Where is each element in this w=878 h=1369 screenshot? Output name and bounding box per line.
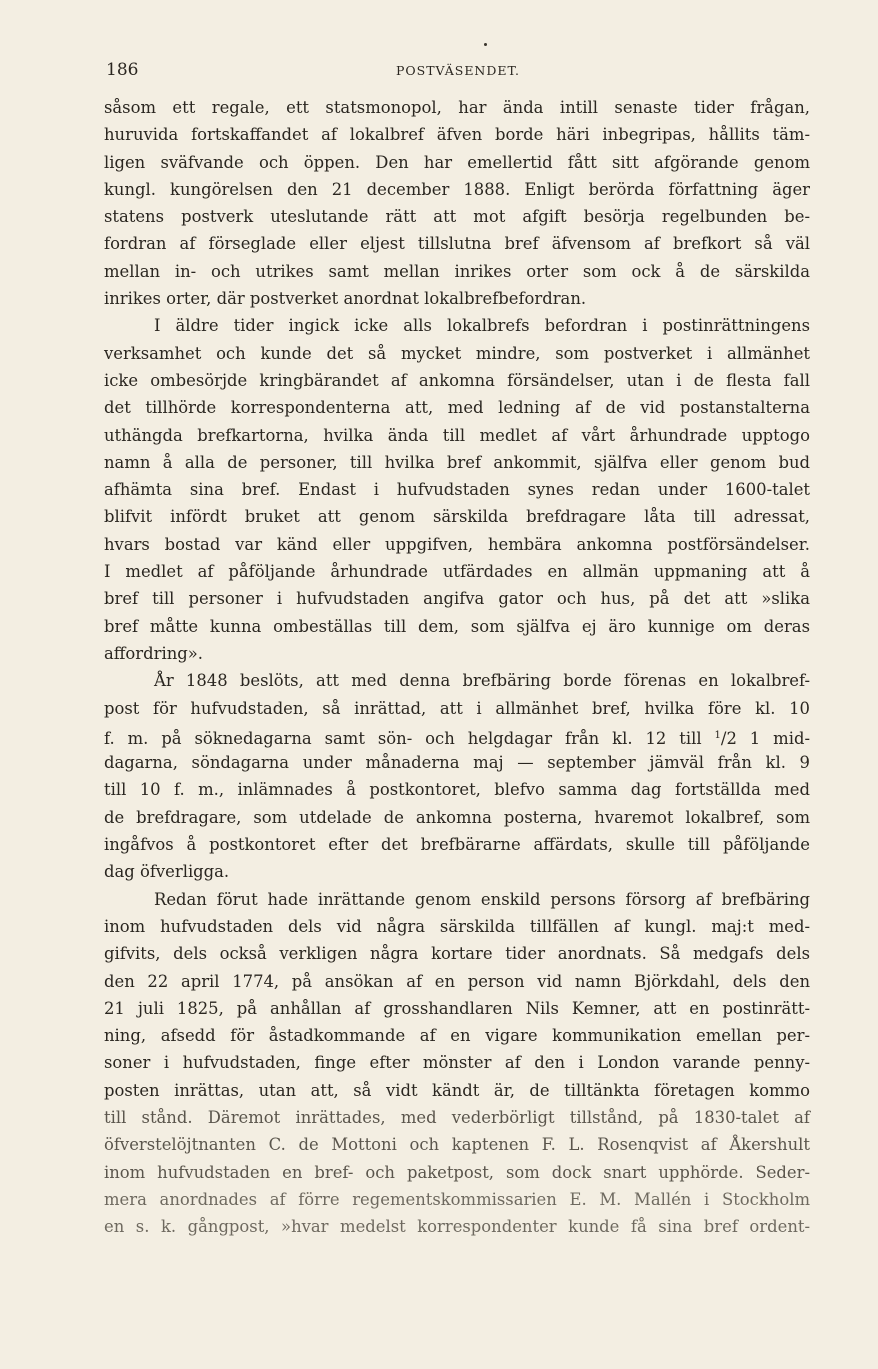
text-line: gifvits, dels också verkligen några kortare tider anordnats. Så medgafs dels bbox=[104, 944, 810, 964]
text-line: en s. k. gångpost, »hvar medelst korrespondenter kunde få sina bref ordent- bbox=[104, 1217, 810, 1237]
text-line: ingåfvos å postkontoret efter det brefbärarne affärdats, skulle till påföljande bbox=[104, 835, 810, 855]
text-line: År 1848 beslöts, att med denna brefbäring borde förenas en lokalbref- bbox=[154, 671, 810, 691]
text-line: ligen sväfvande och öppen. Den har emellertid fått sitt afgörande genom bbox=[104, 152, 810, 172]
text-line: icke ombesörjde kringbärandet af ankomna försändelser, utan i de flesta fall bbox=[104, 370, 810, 390]
fraction-numerator: 1 bbox=[714, 729, 721, 741]
print-dot bbox=[484, 43, 487, 46]
text-line: ning, afsedd för åstadkommande af en vigare kommunikation emellan per- bbox=[104, 1026, 810, 1046]
text-line-part: 1 mid- bbox=[736, 728, 810, 748]
text-line: soner i hufvudstaden, finge efter mönster af den i London varande penny- bbox=[104, 1053, 810, 1073]
text-line: bref till personer i hufvudstaden angifva gator och hus, på det att »slika bbox=[104, 589, 810, 609]
text-line: statens postverk uteslutande rätt att mot afgift besörja regelbunden be- bbox=[104, 207, 810, 227]
text-line: till stånd. Däremot inrättades, med vederbörligt tillstånd, på 1830-talet af bbox=[104, 1107, 810, 1127]
text-line: 21 juli 1825, på anhållan af grosshandlaren Nils Kemner, att en postinrätt- bbox=[104, 998, 810, 1018]
text-line: huruvida fortskaffandet af lokalbref äfven borde häri inbegripas, hållits täm- bbox=[104, 125, 810, 145]
text-line: I medlet af påföljande århundrade utfärdades en allmän uppmaning att å bbox=[104, 562, 810, 582]
text-line: posten inrättas, utan att, så vidt kändt är, de tilltänkta företagen kommo bbox=[104, 1080, 810, 1100]
text-line: mera anordnades af förre regementskommissarien E. M. Mallén i Stockholm bbox=[104, 1189, 810, 1209]
text-line: kungl. kungörelsen den 21 december 1888. Enligt berörda författning äger bbox=[104, 179, 810, 199]
text-line: inrikes orter, där postverket anordnat lokalbrefbefordran. bbox=[104, 289, 587, 309]
running-title: POSTVÄSENDET. bbox=[395, 63, 520, 78]
text-line: bref måtte kunna ombeställas till dem, som själfva ej äro kunnige om deras bbox=[104, 616, 810, 636]
text-line: Redan förut hade inrättande genom enskild persons försorg af brefbäring bbox=[154, 889, 810, 909]
text-line: post för hufvudstaden, så inrättad, att i allmänhet bref, hvilka före kl. 10 bbox=[104, 698, 810, 718]
text-line: fordran af förseglade eller eljest tillslutna bref äfvensom af brefkort så väl bbox=[104, 234, 810, 254]
text-line: hvars bostad var känd eller uppgifven, hembära ankomna postförsändelser. bbox=[104, 534, 810, 554]
text-line: inom hufvudstaden dels vid några särskilda tillfällen af kungl. maj:t med- bbox=[104, 916, 810, 936]
text-line: såsom ett regale, ett statsmonopol, har ända intill senaste tider frågan, bbox=[104, 98, 810, 117]
text-line: afhämta sina bref. Endast i hufvudstaden synes redan under 1600-talet bbox=[104, 480, 810, 500]
text-line: öfverstelöjtnanten C. de Mottoni och kaptenen F. L. Rosenqvist af Åkershult bbox=[104, 1135, 810, 1155]
text-line: verksamhet och kunde det så mycket mindre, som postverket i allmänhet bbox=[104, 343, 810, 363]
body-text bbox=[104, 94, 810, 1240]
fraction-denominator: 2 bbox=[726, 728, 737, 748]
text-line: de brefdragare, som utdelade de ankomna posterna, hvaremot lokalbref, som bbox=[104, 807, 810, 827]
text-line: den 22 april 1774, på ansökan af en person vid namn Björkdahl, dels den bbox=[104, 971, 810, 991]
text-line: affordring». bbox=[104, 643, 203, 663]
text-line: dagarna, söndagarna under månaderna maj — september jämväl från kl. 9 bbox=[104, 753, 810, 773]
text-line-with-fraction: f. m. på söknedagarna samt sön- och helgdagar från kl. 12 till $^1$/2 1 mid- bbox=[104, 728, 810, 748]
text-line: inom hufvudstaden en bref- och paketpost, som dock snart upphörde. Seder- bbox=[104, 1162, 810, 1182]
text-line: till 10 f. m., inlämnades å postkontoret, blefvo samma dag fortställda med bbox=[104, 780, 810, 800]
text-line: blifvit infördt bruket att genom särskilda brefdragare låta till adressat, bbox=[104, 507, 810, 527]
text-line: I äldre tider ingick icke alls lokalbrefs befordran i postinrättningens bbox=[154, 316, 810, 336]
text-line: namn å alla de personer, till hvilka bref ankommit, själfva eller genom bud bbox=[104, 452, 810, 472]
text-line: det tillhörde korrespondenterna att, med ledning af de vid postanstalterna bbox=[104, 398, 810, 418]
page-number: 186 bbox=[106, 60, 139, 80]
text-line-part: f. m. på söknedagarna samt sön- och helgdagar från kl. 12 till bbox=[104, 728, 715, 748]
page-header bbox=[106, 60, 810, 84]
text-line: mellan in- och utrikes samt mellan inrikes orter som ock å de särskilda bbox=[104, 261, 810, 281]
text-line: dag öfverligga. bbox=[104, 862, 230, 882]
text-line: uthängda brefkartorna, hvilka ända till medlet af vårt århundrade upptogo bbox=[104, 425, 810, 445]
